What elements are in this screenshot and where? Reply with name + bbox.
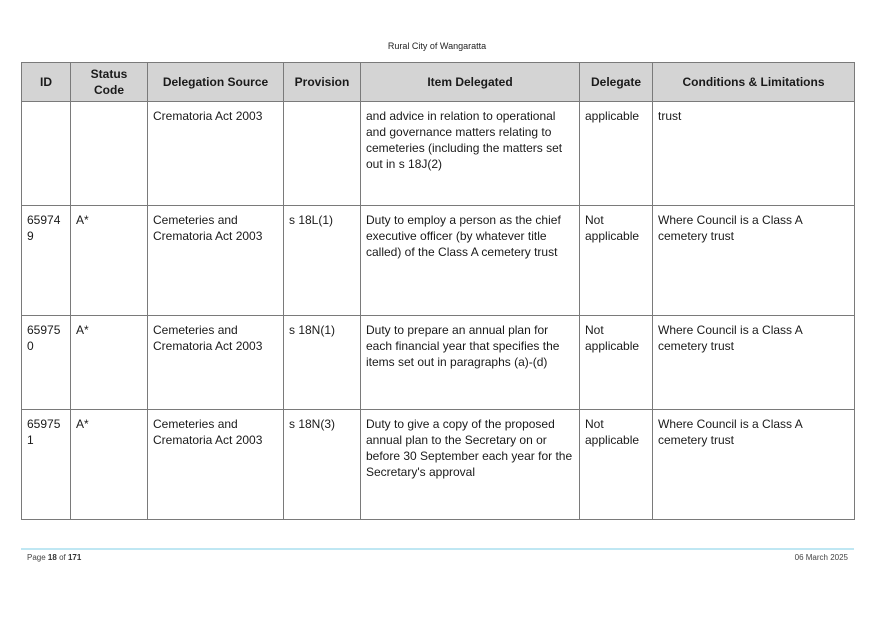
- cell-item-delegated: Duty to give a copy of the proposed annual plan to the Secretary on or before 30 September each year for the Secretary's approval: [361, 410, 580, 520]
- cell-delegation-source: Cemeteries and Crematoria Act 2003: [148, 206, 284, 316]
- cell-delegation-source: Crematoria Act 2003: [148, 102, 284, 206]
- cell-delegation-source: Cemeteries and Crematoria Act 2003: [148, 316, 284, 410]
- cell-status-code: [71, 102, 148, 206]
- column-header-item-delegated: Item Delegated: [361, 63, 580, 102]
- column-header-delegate: Delegate: [580, 63, 653, 102]
- table-row: [22, 102, 855, 206]
- cell-delegation-source: Cemeteries and Crematoria Act 2003: [148, 410, 284, 520]
- cell-delegate: applicable: [580, 102, 653, 206]
- column-header-status-code: Status Code: [71, 63, 148, 102]
- cell-conditions: Where Council is a Class A cemetery trust: [653, 410, 855, 520]
- table-row: [22, 206, 855, 316]
- page-total: 171: [67, 553, 82, 562]
- cell-status-code: A*: [71, 316, 148, 410]
- page-number: [27, 553, 81, 562]
- cell-item-delegated: Duty to prepare an annual plan for each financial year that specifies the items set out in paragraphs (a)-(d): [361, 316, 580, 410]
- cell-status-code: A*: [71, 206, 148, 316]
- page-prefix: Page: [27, 553, 46, 562]
- cell-provision: s 18L(1): [284, 206, 361, 316]
- cell-status-code: A*: [71, 410, 148, 520]
- column-header-id: ID: [22, 63, 71, 102]
- delegations-table: [21, 62, 855, 520]
- cell-conditions: Where Council is a Class A cemetery trust: [653, 316, 855, 410]
- cell-delegate: Not applicable: [580, 206, 653, 316]
- document-header: Rural City of Wangaratta: [387, 41, 487, 51]
- cell-conditions: Where Council is a Class A cemetery trust: [653, 206, 855, 316]
- column-header-conditions: Conditions & Limitations: [653, 63, 855, 102]
- table-header-row: [22, 63, 855, 102]
- column-header-provision: Provision: [284, 63, 361, 102]
- cell-id: 659749: [22, 206, 71, 316]
- column-header-delegation-source: Delegation Source: [148, 63, 284, 102]
- cell-conditions: trust: [653, 102, 855, 206]
- cell-delegate: Not applicable: [580, 316, 653, 410]
- table-row: [22, 316, 855, 410]
- cell-delegate: Not applicable: [580, 410, 653, 520]
- cell-item-delegated: and advice in relation to operational and governance matters relating to cemeteries (including the matters set out in s 18J(2): [361, 102, 580, 206]
- page-current: 18: [47, 553, 57, 562]
- cell-item-delegated: Duty to employ a person as the chief executive officer (by whatever title called) of the Class A cemetery trust: [361, 206, 580, 316]
- cell-provision: [284, 102, 361, 206]
- cell-provision: s 18N(1): [284, 316, 361, 410]
- cell-provision: s 18N(3): [284, 410, 361, 520]
- table-row: [22, 410, 855, 520]
- cell-id: [22, 102, 71, 206]
- footer-divider: [21, 548, 854, 550]
- cell-id: 659750: [22, 316, 71, 410]
- footer-date: 06 March 2025: [794, 553, 848, 562]
- page-of: of: [59, 553, 66, 562]
- cell-id: 659751: [22, 410, 71, 520]
